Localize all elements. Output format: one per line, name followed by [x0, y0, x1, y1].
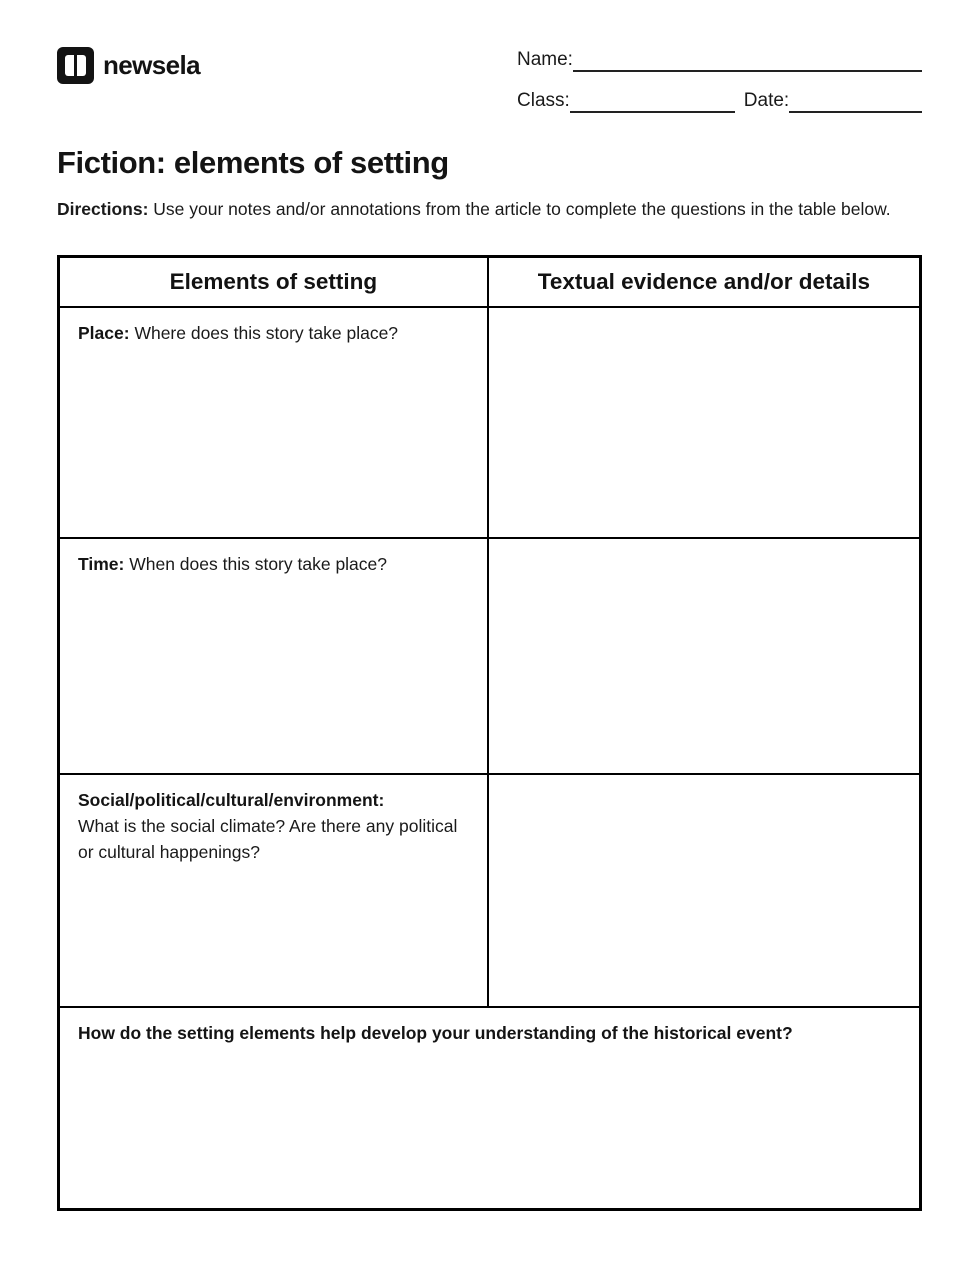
place-question-cell [59, 307, 488, 538]
date-blank-line [789, 89, 922, 113]
time-question-cell [59, 538, 488, 774]
page-title: Fiction: elements of setting [57, 145, 449, 180]
place-label: Place: [78, 322, 130, 343]
social-label: Social/political/cultural/environment: [78, 789, 385, 810]
column-header-elements-of-setting: Elements of setting [59, 257, 488, 307]
directions [57, 198, 897, 221]
social-question-cell [59, 774, 488, 1007]
place-question: Where does this story take place? [134, 322, 399, 343]
name-blank-line [573, 48, 922, 72]
page-header [57, 45, 922, 113]
time-evidence-cell [488, 538, 921, 774]
time-label: Time: [78, 553, 125, 574]
time-question: When does this story take place? [129, 553, 388, 574]
date-label: Date: [743, 90, 790, 111]
table-row-time [59, 538, 921, 774]
class-date-field-row [517, 89, 922, 113]
class-blank-line [570, 89, 735, 113]
directions-text: Use your notes and/or annotations from the article to complete the questions in the table below. [153, 199, 891, 219]
column-header-textual-evidence: Textual evidence and/or details [488, 257, 921, 307]
name-field-row [517, 48, 922, 72]
student-fields [517, 45, 922, 113]
table-row-social-political [59, 774, 921, 1007]
directions-label: Directions: [57, 199, 149, 219]
newsela-logo [57, 45, 200, 84]
class-label: Class: [517, 90, 570, 111]
footer-question: How do the setting elements help develop your understanding of the historical event? [78, 1022, 793, 1043]
social-question: What is the social climate? Are there any political or cultural happenings? [78, 815, 458, 862]
table-header-row [59, 257, 921, 307]
table-row-footer-question [59, 1007, 921, 1210]
newsela-book-icon [57, 47, 94, 84]
footer-question-cell [59, 1007, 921, 1210]
social-evidence-cell [488, 774, 921, 1007]
name-label: Name: [517, 49, 573, 70]
newsela-logo-text: newsela [103, 50, 200, 80]
setting-elements-table [57, 255, 922, 1211]
place-evidence-cell [488, 307, 921, 538]
table-row-place [59, 307, 921, 538]
